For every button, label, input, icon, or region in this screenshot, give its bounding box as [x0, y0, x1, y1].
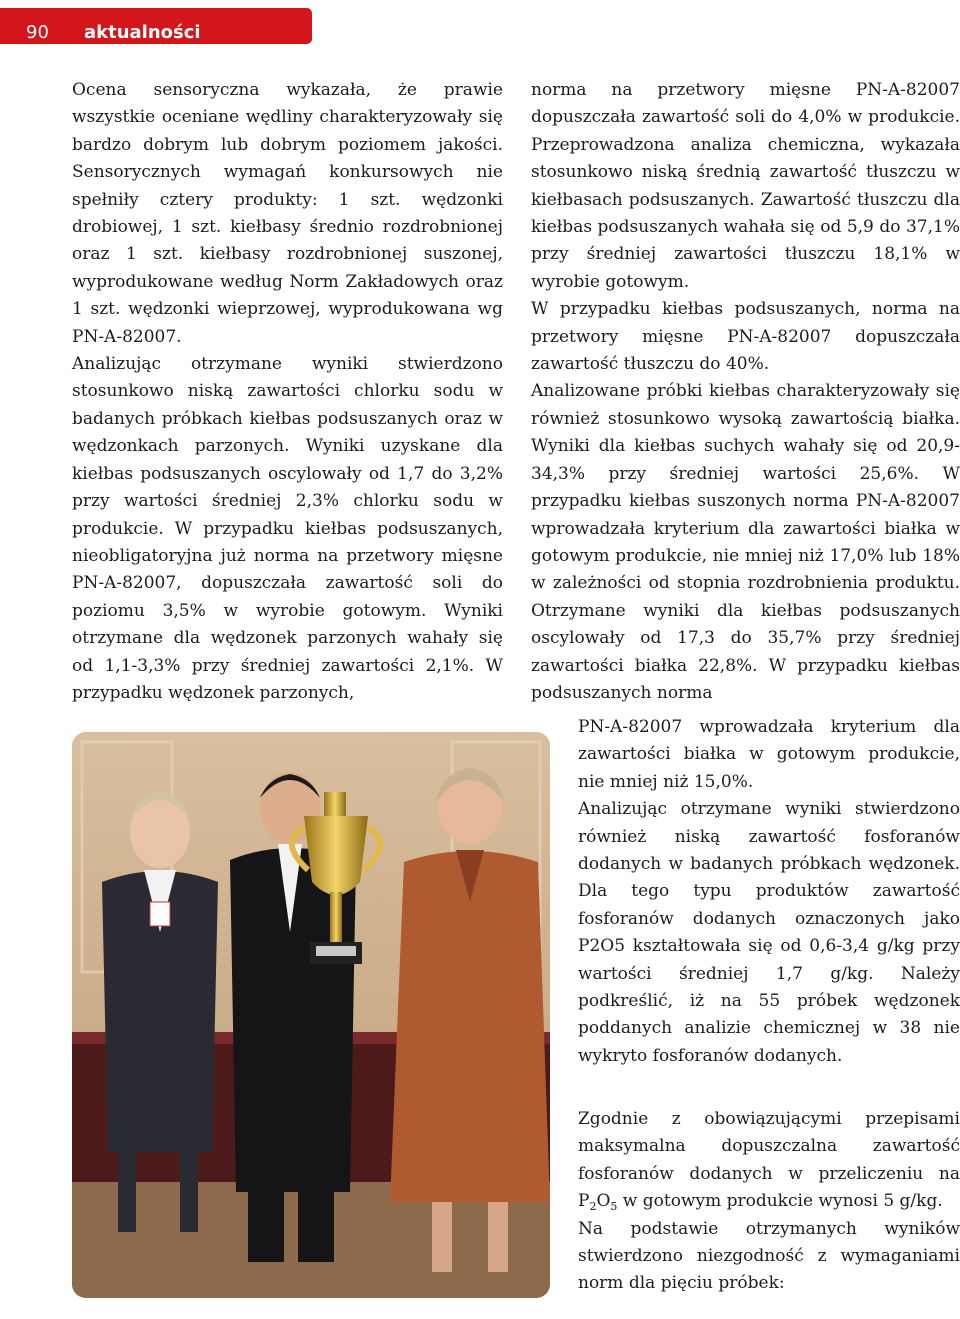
article-column-left	[72, 77, 503, 707]
page-number: 90	[26, 22, 49, 43]
paragraph: Analizując otrzymane wyniki stwierdzono również niską zawartość fosforanów dodanych w badanych próbkach wędzonek. Dla tego typu produktów zawartość fosforanów dodanych oznaczonych jako P2O5 kształtowała się od 0,6-3,4 g/kg przy wartości średniej 1,7 g/kg. Należy podkreślić, iż na 55 próbek wędzonek poddanych analizie chemicznej w 38 nie wykryto fosforanów dodanych.	[578, 799, 960, 1066]
article-column-right-end	[578, 1106, 960, 1298]
section-title: aktualności	[84, 22, 201, 43]
award-photo	[72, 732, 550, 1298]
article-column-right-continued	[578, 714, 960, 1070]
section-header	[0, 8, 312, 44]
paragraph: Zgodnie z obowiązującymi przepisami maksymalna dopuszczalna zawartość fosforanów dodanych w przeliczeniu na $P_2O_5$ w gotowym produkcie wynosi 5 g/kg.	[578, 1109, 960, 1214]
paragraph: Analizowane próbki kiełbas charakteryzowały się również stosunkowo wysoką zawartością białka. Wyniki dla kiełbas suchych wahały się od 20,9-34,3% przy średniej wartości 25,6%. W przypadku kiełbas suszonych norma PN-A-82007 wprowadzała kryterium dla zawartości białka w gotowym produkcie, nie mniej niż 17,0% lub 18% w zależności od stopnia rozdrobnienia produktu. Otrzymane wyniki dla kiełbas podsuszanych oscylowały od 17,3 do 35,7% przy średniej zawartości białka 22,8%. W przypadku kiełbas podsuszanych norma	[531, 381, 960, 703]
paragraph: Analizując otrzymane wyniki stwierdzono stosunkowo niską zawartości chlorku sodu w badanych próbkach kiełbas podsuszanych oraz w wędzonkach parzonych. Wyniki uzyskane dla kiełbas podsuszanych oscylowały od 1,7 do 3,2% przy wartości średniej 2,3% chlorku sodu w produkcie. W przypadku kiełbas podsuszanych, nieobligatoryjna już norma na przetwory mięsne PN-A-82007, dopuszczała zawartość soli do poziomu 3,5% w wyrobie gotowym. Wyniki otrzymane dla wędzonek parzonych wahały się od 1,1-3,3% przy średniej zawartości 2,1%. W przypadku wędzonek parzonych,	[72, 354, 503, 703]
paragraph: PN-A-82007 wprowadzała kryterium dla zawartości białka w gotowym produkcie, nie mniej niż 15,0%.	[578, 717, 960, 792]
paragraph: Na podstawie otrzymanych wyników stwierdzono niezgodność z wymaganiami norm dla pięciu próbek:	[578, 1218, 960, 1294]
paragraph: Ocena sensoryczna wykazała, że prawie wszystkie oceniane wędliny charakteryzowały się bardzo dobrym lub dobrym poziomem jakości. Sensorycznych wymagań konkursowych nie spełniły cztery produkty: 1 szt. wędzonki drobiowej, 1 szt. kiełbasy średnio rozdrobnionej oraz 1 szt. kiełbasy rozdrobnionej suszonej, wyprodukowane według Norm Zakładowych oraz 1 szt. wędzonki wieprzowej, wyprodukowana wg PN-A-82007.	[72, 80, 503, 347]
article-column-right	[531, 77, 960, 707]
paragraph: W przypadku kiełbas podsuszanych, norma na przetwory mięsne PN-A-82007 dopuszczała zawartość tłuszczu do 40%.	[531, 299, 960, 375]
paragraph: norma na przetwory mięsne PN-A-82007 dopuszczała zawartość soli do 4,0% w produkcie. Przeprowadzona analiza chemiczna, wykazała stosunkowo niską średnią zawartość tłuszczu w kiełbasach podsuszanych. Zawartość tłuszczu dla kiełbas podsuszanych wahała się od 5,9 do 37,1% przy średniej zawartości tłuszczu 18,1% w wyrobie gotowym.	[531, 80, 960, 292]
